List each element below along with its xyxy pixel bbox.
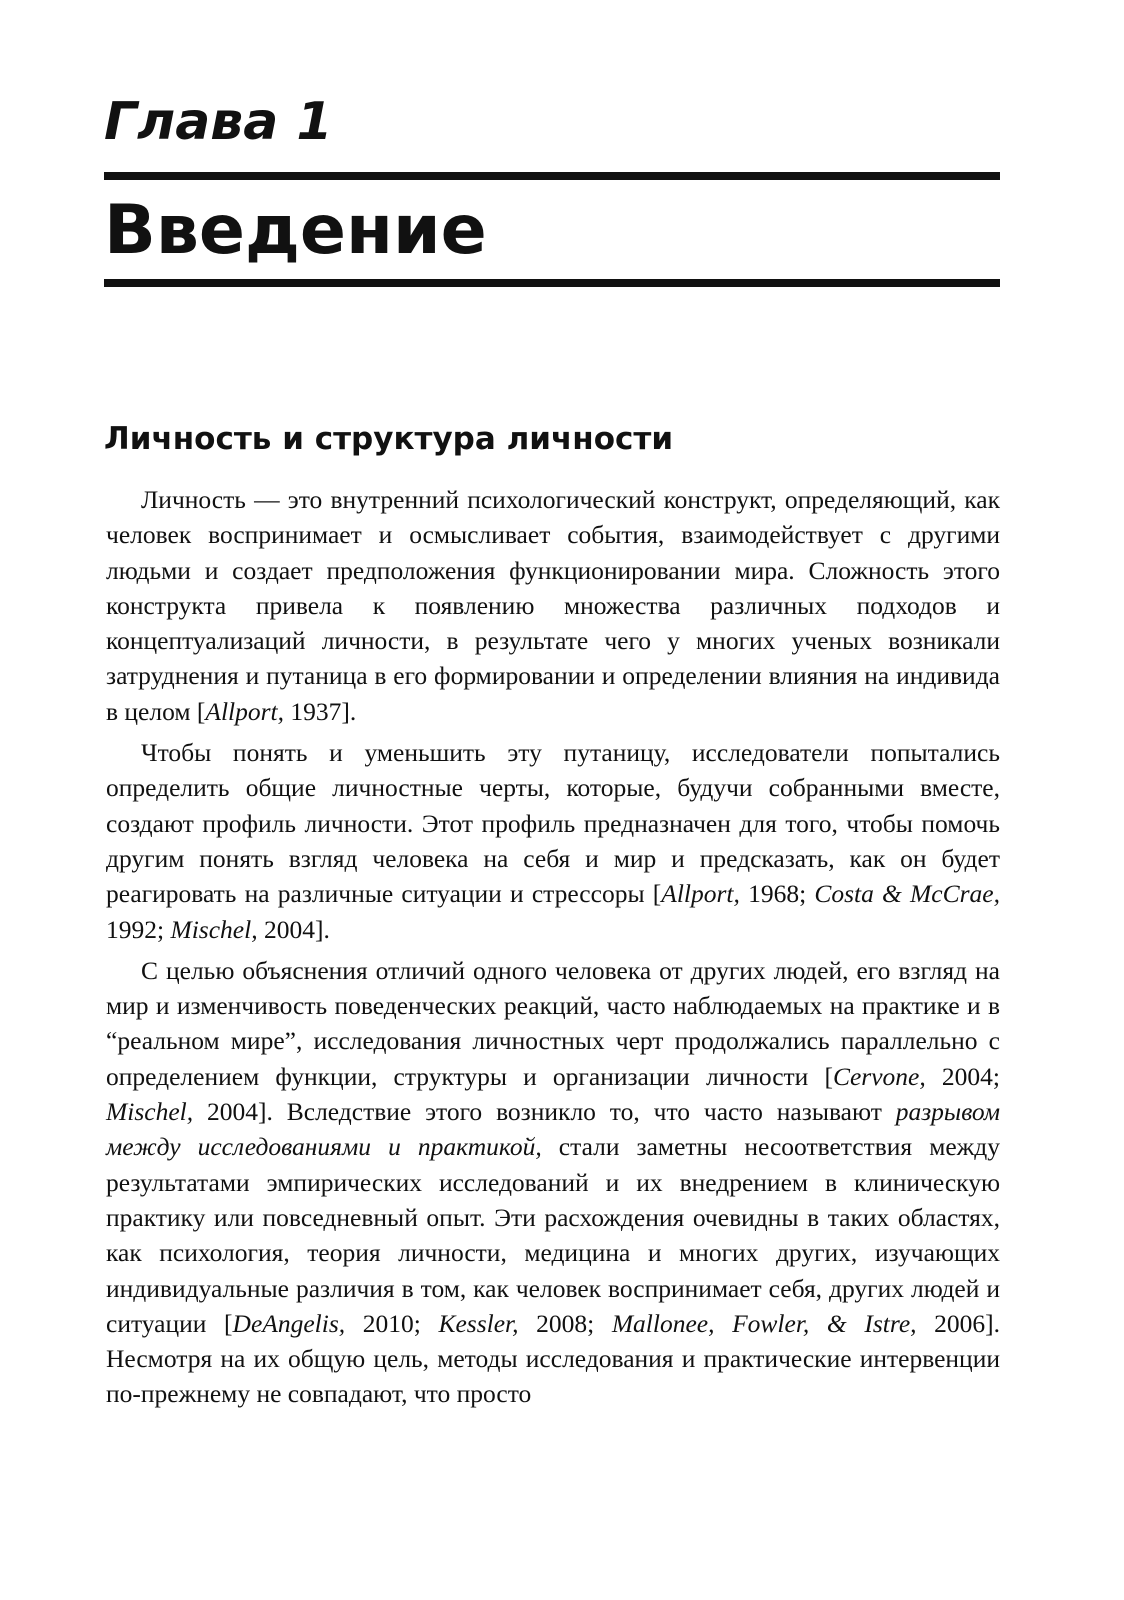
chapter-title: Введение: [104, 191, 487, 270]
body-text: [106, 482, 1000, 1412]
text-run: 2004].: [257, 914, 330, 944]
citation-author: Costa & McCrae,: [814, 879, 1000, 909]
citation-author: Kessler,: [438, 1308, 519, 1338]
section-heading: Личность и структура личности: [104, 421, 674, 457]
paragraph-1: [106, 482, 1000, 729]
text-run: 1968;: [739, 879, 815, 909]
text-run: 2004]. Вследствие этого возникло то, что часто называют: [193, 1097, 896, 1127]
text-run: 2004;: [925, 1061, 1000, 1091]
text-run: Чтобы понять и уменьшить эту путаницу, исследователи попытались определить общие личностные черты, которые, будучи собранными вместе, создают профиль личности. Этот профиль предназначен для того, чтобы помочь другим понять взгляд человека на себя и мир и предсказать, как он будет реагировать на различные ситуации и стрессоры [: [106, 738, 1000, 909]
text-run: стали заметны несоответствия между результатами эмпирических исследований и их внедрением в клиническую практику или повседневный опыт. Эти расхождения очевидны в таких областях, как психология, теория личности, медицина и многих других, изучающих индивидуальные различия в том, как человек воспринимает себя, других людей и ситуации [: [106, 1132, 1000, 1338]
citation-author: Allport,: [205, 696, 285, 726]
citation-author: Allport,: [661, 879, 740, 909]
citation-author: Cervone,: [832, 1061, 926, 1091]
text-run: С целью объяснения отличий одного человека от других людей, его взгляд на мир и изменчивость поведенческих реакций, часто наблюдаемых на практике и в “реальном мире”, исследования личностных черт продолжались параллельно с определением функции, структуры и организации личности [: [106, 955, 1000, 1091]
citation-author: Mallonee, Fowler, & Istre,: [611, 1308, 917, 1338]
text-run: 2006]. Несмотря на их общую цель, методы исследования и практические интервенции по-прежнему не совпадают, что просто: [106, 1308, 1000, 1409]
text-run: Личность — это внутренний психологический конструкт, определяющий, как человек воспринимает и осмысливает события, взаимодействует с другими людьми и создает предположения функционировании мира. Сложность этого конструкта привела к появлению множества различных подходов и концептуализаций личности, в результате чего у многих ученых возникали затруднения и путаница в его формировании и определении влияния на индивида в целом [: [106, 485, 1000, 726]
chapter-bottom-rule: [104, 279, 1000, 287]
paragraph-3: [106, 953, 1000, 1412]
text-run: 2010;: [345, 1308, 439, 1338]
citation-author: Mischel,: [106, 1097, 194, 1127]
text-run: 2008;: [518, 1308, 612, 1338]
text-run: 1992;: [106, 914, 171, 944]
chapter-top-rule: [104, 172, 1000, 180]
emphasis-term: разрывом между исследованиями и практикой,: [106, 1097, 1000, 1162]
citation-author: DeAngelis,: [232, 1308, 346, 1338]
citation-author: Mischel,: [170, 914, 258, 944]
text-run: 1937].: [284, 696, 357, 726]
paragraph-2: [106, 735, 1000, 947]
chapter-label: Глава 1: [104, 92, 333, 152]
